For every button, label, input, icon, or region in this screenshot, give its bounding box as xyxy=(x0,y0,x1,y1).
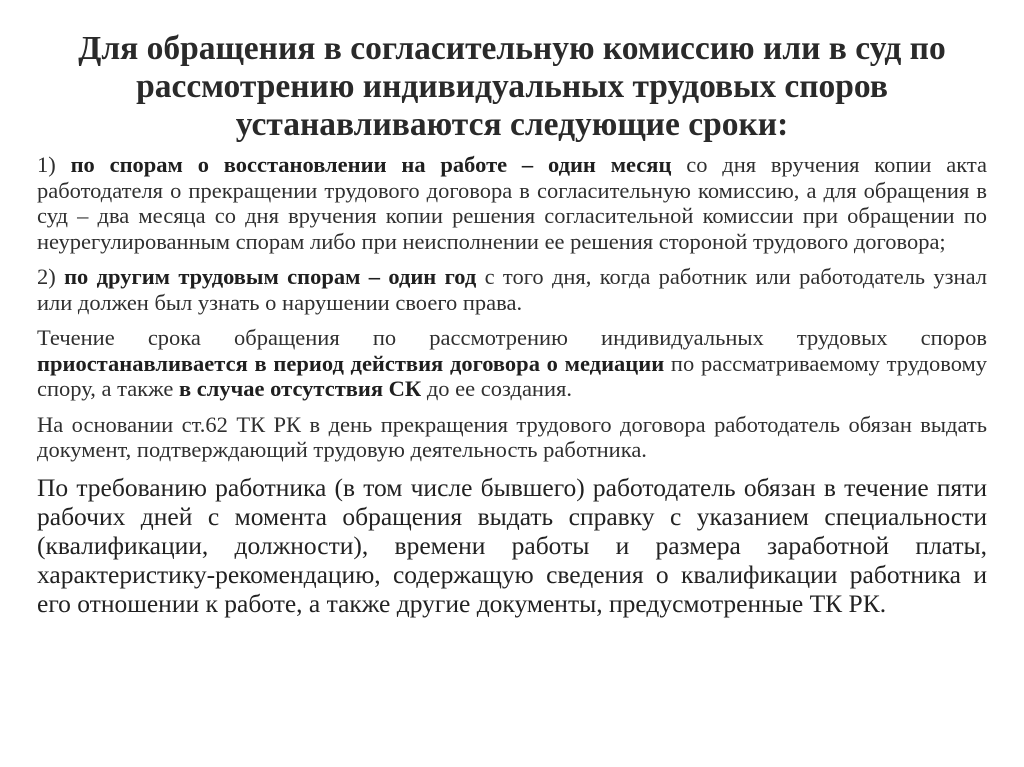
item-number: 1) xyxy=(37,152,71,177)
suspension-paragraph xyxy=(37,325,987,402)
term-text: со дня вручения копии акта работодателя о прекращении трудового договора в согласительную комиссию, а для обращения в суд – два месяца со дня вручения копии решения согласительной комиссии при обращении по неурегулированным спорам либо при неисполнении ее решения стороной трудового договора; xyxy=(37,152,987,254)
certificate-request-paragraph: По требованию работника (в том числе бывшего) работодатель обязан в течение пяти рабочих дней с момента обращения выдать справку с указанием специальности (квалификации, должности), времени работы и размера заработной платы, характеристику-рекомендацию, содержащую сведения о квалификации работника и его отношении к работе, а также другие документы, предусмотренные ТК РК. xyxy=(37,472,987,618)
suspension-text: Течение срока обращения по рассмотрению индивидуальных трудовых споров xyxy=(37,325,987,350)
term-item-other-disputes xyxy=(37,264,987,315)
suspension-text: до ее создания. xyxy=(421,376,572,401)
slide-title: Для обращения в согласительную комиссию или в суд по рассмотрению индивидуальных трудовых споров устанавливаются следующие сроки: xyxy=(78,30,946,143)
slide-body xyxy=(37,152,987,628)
term-text: с того дня, когда работник или работодатель узнал или должен был узнать о нарушении своего права. xyxy=(37,264,987,315)
suspension-text: по рассматриваемому трудовому спору, а также xyxy=(37,350,988,401)
term-emphasis: по спорам о восстановлении на работе – один месяц xyxy=(70,152,672,177)
suspension-emphasis: приостанавливается в период действия договора о медиации xyxy=(37,350,665,376)
term-item-reinstatement xyxy=(37,152,987,254)
article-62-paragraph: На основании ст.62 ТК РК в день прекращения трудового договора работодатель обязан выдать документ, подтверждающий трудовую деятельность работника. xyxy=(37,411,987,462)
term-emphasis: по другим трудовым спорам – один год xyxy=(64,264,477,289)
no-commission-emphasis: в случае отсутствия СК xyxy=(178,376,422,401)
item-number: 2) xyxy=(37,264,65,289)
